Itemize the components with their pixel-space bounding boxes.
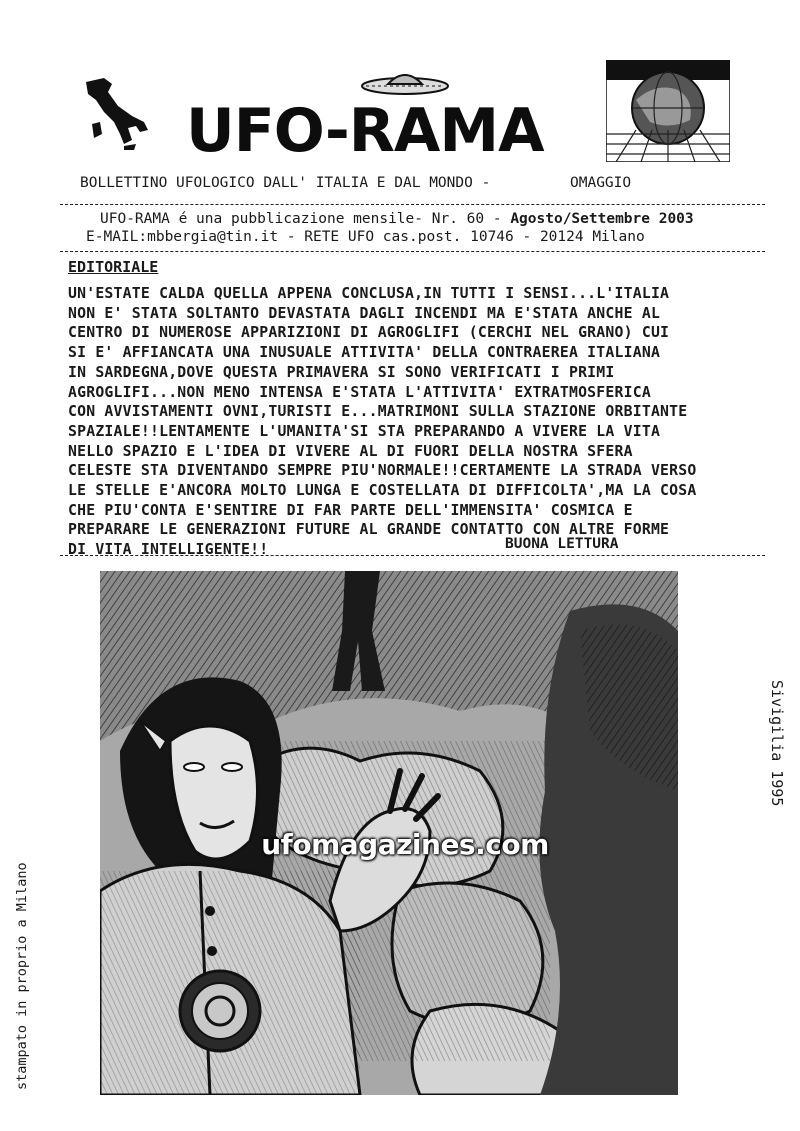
- editorial-line: CELESTE STA DIVENTANDO SEMPRE PIU'NORMALE!!CERTAMENTE LA STRADA VERSO: [68, 462, 697, 480]
- editorial-line: AGROGLIFI...NON MENO INTENSA E'STATA L'ATTIVITA' EXTRATMOSFERICA: [68, 383, 651, 401]
- publication-info-prefix: UFO-RAMA é una pubblicazione mensile- Nr. 60 -: [100, 211, 511, 227]
- editorial-line: LE STELLE E'ANCORA MOLTO LUNGA E COSTELLATA DI DIFFICOLTA',MA LA COSA: [68, 482, 697, 500]
- masthead-subtitle: BOLLETTINO UFOLOGICO DALL' ITALIA E DAL MONDO -: [80, 175, 491, 191]
- editorial-line: SI E' AFFIANCATA UNA INUSUALE ATTIVITA' DELLA CONTRAEREA ITALIANA: [68, 344, 661, 362]
- issue-date: Agosto/Settembre 2003: [510, 211, 694, 227]
- editorial-line: UN'ESTATE CALDA QUELLA APPENA CONCLUSA,IN TUTTI I SENSI...L'ITALIA: [68, 285, 670, 302]
- artwork-caption: Sivigilia 1995: [768, 680, 786, 807]
- editorial-line: CHE PIU'CONTA E'SENTIRE DI FAR PARTE DELL'IMMENSITA' COSMICA E: [68, 501, 633, 519]
- editorial-line: IN SARDEGNA,DOVE QUESTA PRIMAVERA SI SONO VERIFICATI I PRIMI: [68, 363, 615, 381]
- publication-info: [100, 211, 694, 227]
- masthead-tag: OMAGGIO: [570, 175, 632, 191]
- contact-info: E-MAIL:mbbergia@tin.it - RETE UFO cas.post. 10746 - 20124 Milano: [86, 229, 645, 245]
- editorial-line: PREPARARE LE GENERAZIONI FUTURE AL GRANDE CONTATTO CON ALTRE FORME: [68, 521, 670, 539]
- editorial-line: CON AVVISTAMENTI OVNI,TURISTI E...MATRIMONI SULLA STAZIONE ORBITANTE: [68, 403, 688, 421]
- italy-map-icon: [78, 72, 158, 152]
- divider: [60, 251, 765, 252]
- editorial-signoff: BUONA LETTURA: [505, 536, 619, 552]
- printer-note: stampato in proprio a Milano: [14, 862, 30, 1090]
- divider: [60, 204, 765, 205]
- divider: [60, 555, 765, 556]
- flying-saucer-icon: [360, 66, 450, 98]
- editorial-line: SPAZIALE!!LENTAMENTE L'UMANITA'SI STA PREPARANDO A VIVERE LA VITA: [68, 422, 661, 440]
- editorial-line: NON E' STATA SOLTANTO DEVASTATA DAGLI INCENDI MA E'STATA ANCHE AL: [68, 304, 661, 322]
- editorial-line: DI VITA INTELLIGENTE!!: [68, 541, 269, 559]
- editorial-body: [68, 284, 768, 560]
- editorial-line: CENTRO DI NUMEROSE APPARIZIONI DI AGROGLIFI (CERCHI NEL GRANO) CUI: [68, 324, 670, 342]
- masthead-title: UFO-RAMA: [186, 96, 544, 166]
- editorial-line: NELLO SPAZIO E L'IDEA DI VIVERE AL DI FUORI DELLA NOSTRA SFERA: [68, 442, 633, 460]
- editorial-heading: EDITORIALE: [68, 258, 159, 276]
- watermark-text: ufomagazines.com: [261, 828, 549, 861]
- globe-grid-icon: [606, 60, 730, 162]
